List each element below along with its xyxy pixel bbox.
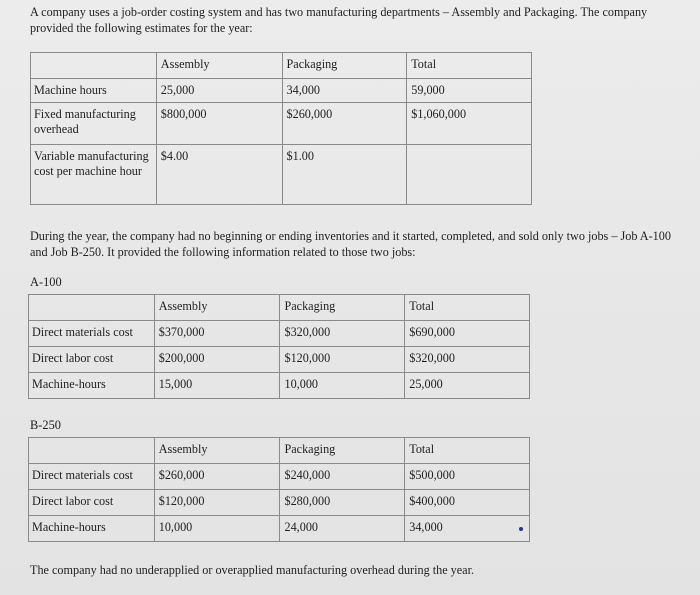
cell: 59,000 [407, 79, 532, 103]
cell: $200,000 [154, 347, 280, 373]
cell: $240,000 [280, 464, 405, 490]
cell: $500,000 [405, 464, 530, 490]
cell: 34,000 [405, 516, 530, 542]
table-header-row [29, 438, 530, 464]
cell: $120,000 [154, 490, 280, 516]
header-cell [29, 295, 155, 321]
jobs-paragraph: During the year, the company had no beginning or ending inventories and it started, completed, and sold only two jobs – Job A-100 and Job B-250. It provided the following information related to those two jobs: [30, 229, 671, 259]
header-cell-packaging: Packaging [282, 53, 407, 79]
cell [407, 145, 532, 205]
row-label: Direct materials cost [29, 464, 155, 490]
table-row [29, 373, 530, 399]
table-row [29, 516, 530, 542]
row-label: Variable manufacturing cost per machine hour [31, 145, 157, 205]
cell: $280,000 [280, 490, 405, 516]
blue-dot-mark [519, 527, 523, 531]
row-label: Direct labor cost [29, 347, 155, 373]
table-row [29, 321, 530, 347]
table-header-row [31, 53, 532, 79]
header-cell-assembly: Assembly [154, 295, 280, 321]
estimates-table [30, 52, 532, 205]
job-a-label: A-100 [30, 275, 62, 289]
row-label: Direct materials cost [29, 321, 155, 347]
closing-paragraph: The company had no underapplied or overapplied manufacturing overhead during the year. [30, 563, 475, 577]
table-row [31, 103, 532, 145]
header-cell [31, 53, 157, 79]
row-label: Machine-hours [29, 516, 155, 542]
row-label: Machine hours [31, 79, 157, 103]
header-cell-assembly: Assembly [154, 438, 280, 464]
cell: $1.00 [282, 145, 407, 205]
cell: $320,000 [280, 321, 405, 347]
cell: 25,000 [405, 373, 530, 399]
cell: $400,000 [405, 490, 530, 516]
job-b-table [28, 437, 530, 542]
table-row [29, 347, 530, 373]
cell: $120,000 [280, 347, 405, 373]
cell: 24,000 [280, 516, 405, 542]
header-cell-packaging: Packaging [280, 438, 405, 464]
header-cell-assembly: Assembly [156, 53, 282, 79]
cell: $260,000 [282, 103, 407, 145]
cell: $690,000 [405, 321, 530, 347]
row-label: Fixed manufacturing overhead [31, 103, 157, 145]
header-cell-total: Total [407, 53, 532, 79]
cell: $320,000 [405, 347, 530, 373]
header-cell-total: Total [405, 295, 530, 321]
header-cell [29, 438, 155, 464]
cell: 10,000 [154, 516, 280, 542]
table-row [29, 464, 530, 490]
row-label: Direct labor cost [29, 490, 155, 516]
job-b-label: B-250 [30, 418, 61, 432]
cell: 34,000 [282, 79, 407, 103]
cell: $260,000 [154, 464, 280, 490]
cell: $370,000 [154, 321, 280, 347]
cell: $800,000 [156, 103, 282, 145]
table-row [31, 145, 532, 205]
job-a-table [28, 294, 530, 399]
cell: 15,000 [154, 373, 280, 399]
intro-paragraph: A company uses a job-order costing system and has two manufacturing departments – Assembly and Packaging. The company provided the following estimates for the year: [30, 5, 648, 35]
header-cell-packaging: Packaging [280, 295, 405, 321]
cell: $1,060,000 [407, 103, 532, 145]
table-header-row [29, 295, 530, 321]
table-row [31, 79, 532, 103]
cell: 10,000 [280, 373, 405, 399]
header-cell-total: Total [405, 438, 530, 464]
cell: $4.00 [156, 145, 282, 205]
cell: 25,000 [156, 79, 282, 103]
row-label: Machine-hours [29, 373, 155, 399]
table-row [29, 490, 530, 516]
